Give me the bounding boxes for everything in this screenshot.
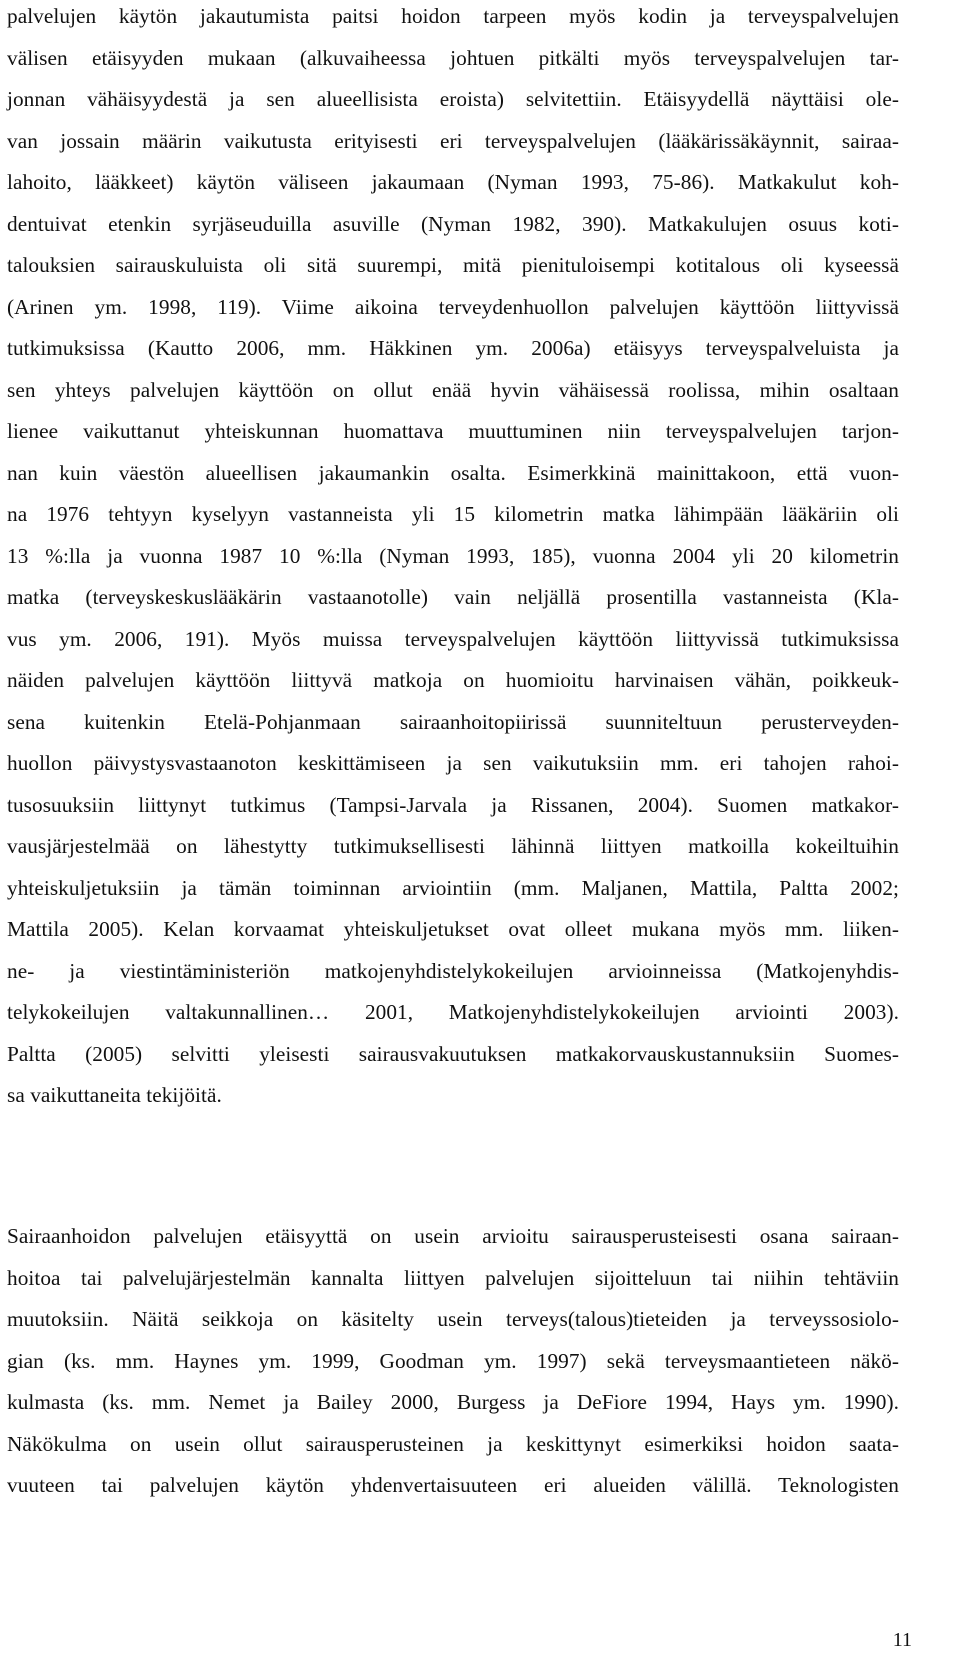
text-line: gian (ks. mm. Haynes ym. 1999, Goodman ym. 1997) sekä terveysmaantieteen näkö- <box>7 1348 899 1373</box>
text-line: näiden palvelujen käyttöön liittyvä matkoja on huomioitu harvinaisen vähän, poikkeuk- <box>7 668 899 692</box>
text-line: 13 %:lla ja vuonna 1987 10 %:lla (Nyman 1993, 185), vuonna 2004 yli 20 kilometrin <box>7 543 899 568</box>
text-line: sen yhteys palvelujen käyttöön on ollut enää hyvin vähäisessä roolissa, mihin osaltaan <box>7 377 899 402</box>
text-line: Näkökulma on usein ollut sairausperusteinen ja keskittynyt esimerkiksi hoidon saata- <box>7 1431 899 1456</box>
text-line: dentuivat etenkin syrjäseuduilla asuville (Nyman 1982, 390). Matkakulujen osuus koti- <box>7 211 899 236</box>
text-line: tusosuuksiin liittynyt tutkimus (Tampsi-Jarvala ja Rissanen, 2004). Suomen matkakor- <box>7 792 899 817</box>
text-line: vuuteen tai palvelujen käytön yhdenvertaisuuteen eri alueiden välillä. Teknologisten <box>7 1473 899 1497</box>
page-number: 11 <box>892 1629 912 1651</box>
text-line: välisen etäisyyden mukaan (alkuvaiheessa johtuen pitkälti myös terveyspalvelujen tar- <box>7 45 899 70</box>
text-line: (Arinen ym. 1998, 119). Viime aikoina terveydenhuollon palvelujen käyttöön liittyvissä <box>7 294 899 319</box>
text-line: huollon päivystysvastaanoton keskittämiseen ja sen vaikutuksiin mm. eri tahojen rahoi- <box>7 751 899 775</box>
text-line: vausjärjestelmää on lähestytty tutkimuksellisesti lähinnä liittyen matkoilla kokeiltuihin <box>7 834 899 858</box>
text-line: Mattila 2005). Kelan korvaamat yhteiskuljetukset ovat olleet mukana myös mm. liiken- <box>7 917 899 941</box>
text-line: nan kuin väestön alueellisen jakaumankin osalta. Esimerkkinä mainittakoon, että vuon- <box>7 460 899 485</box>
text-line: lahoito, lääkkeet) käytön väliseen jakaumaan (Nyman 1993, 75-86). Matkakulut koh- <box>7 170 899 194</box>
text-line: muutoksiin. Näitä seikkoja on käsitelty usein terveys(talous)tieteiden ja terveyssosiolo- <box>7 1307 899 1331</box>
text-line: sa vaikuttaneita tekijöitä. <box>7 1083 222 1107</box>
text-line: yhteiskuljetuksiin ja tämän toiminnan arviointiin (mm. Maljanen, Mattila, Paltta 2002; <box>7 875 899 900</box>
text-line: lienee vaikuttanut yhteiskunnan huomattava muuttuminen niin terveyspalvelujen tarjon- <box>7 419 899 443</box>
text-line: talouksien sairauskuluista oli sitä suurempi, mitä pienituloisempi kotitalous oli kyseessä <box>7 253 899 277</box>
text-line: matka (terveyskeskuslääkärin vastaanotolle) vain neljällä prosentilla vastanneista (Kla- <box>7 585 899 609</box>
text-line: na 1976 tehtyyn kyselyyn vastanneista yli 15 kilometrin matka lähimpään lääkäriin oli <box>7 502 899 526</box>
text-line: Sairaanhoidon palvelujen etäisyyttä on usein arvioitu sairausperusteisesti osana sairaan- <box>7 1224 899 1248</box>
text-line: van jossain määrin vaikutusta erityisesti eri terveyspalvelujen (lääkärissäkäynnit, sairaa- <box>7 128 899 153</box>
text-line: ne- ja viestintäministeriön matkojenyhdistelykokeilujen arvioinneissa (Matkojenyhdis- <box>7 958 899 983</box>
text-line: vus ym. 2006, 191). Myös muissa terveyspalvelujen käyttöön liittyvissä tutkimuksissa <box>7 626 899 651</box>
text-line: palvelujen käytön jakautumista paitsi hoidon tarpeen myös kodin ja terveyspalvelujen <box>7 4 899 28</box>
text-line: sena kuitenkin Etelä-Pohjanmaan sairaanhoitopiirissä suunniteltuun perusterveyden- <box>7 709 899 734</box>
text-line: kulmasta (ks. mm. Nemet ja Bailey 2000, Burgess ja DeFiore 1994, Hays ym. 1990). <box>7 1390 899 1414</box>
text-line: jonnan vähäisyydestä ja sen alueellisista eroista) selvitettiin. Etäisyydellä näyttäisi ole- <box>7 87 899 111</box>
text-line: telykokeilujen valtakunnallinen… 2001, Matkojenyhdistelykokeilujen arviointi 2003). <box>7 1000 899 1024</box>
text-line: hoitoa tai palvelujärjestelmän kannalta liittyen palvelujen sijoitteluun tai niihin tehtäviin <box>7 1265 899 1290</box>
text-line: tutkimuksissa (Kautto 2006, mm. Häkkinen ym. 2006a) etäisyys terveyspalveluista ja <box>7 336 899 360</box>
text-line: Paltta (2005) selvitti yleisesti sairausvakuutuksen matkakorvauskustannuksiin Suomes- <box>7 1041 899 1066</box>
